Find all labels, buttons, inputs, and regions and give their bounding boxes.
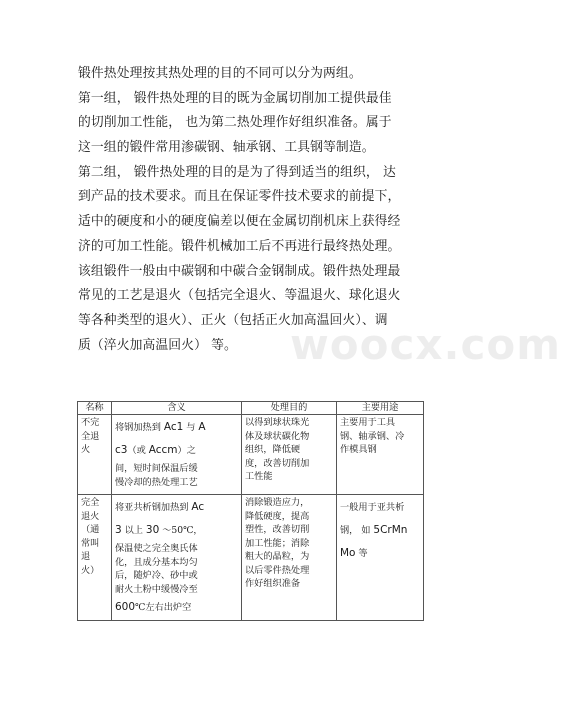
header-meaning: 含义: [112, 402, 242, 415]
paragraph-line: 这一组的锻件常用渗碳钢、轴承钢、工具钢等制造。: [78, 140, 375, 156]
table-row: [78, 495, 424, 621]
paragraph-line: 该组锻件一般由中碳钢和中碳合金钢制成。锻件热处理最: [78, 263, 401, 279]
header-name: 名称: [78, 402, 112, 415]
paragraph-line: 到产品的技术要求。而且在保证零件技术要求的前提下，: [78, 189, 401, 205]
paragraph-line: 第一组， 锻件热处理的目的既为金属切削加工提供最佳: [78, 90, 392, 106]
watermark: woocx.com: [290, 320, 561, 369]
paragraph-line: 等各种类型的退火）、正火（包括正火加高温回火）、调: [78, 312, 388, 328]
paragraph-line: 适中的硬度和小的硬度偏差以便在金属切削机床上获得经: [78, 214, 401, 230]
paragraph-line: 第二组， 锻件热处理的目的是为了得到适当的组织， 达: [78, 164, 396, 180]
paragraph-line: 的切削加工性能， 也为第二热处理作好组织准备。属于: [78, 115, 392, 131]
header-purpose: 处理目的: [242, 402, 337, 415]
table-row: [78, 415, 424, 495]
cell-name: 完全 退火 （通 常叫 退 火）: [78, 495, 112, 621]
body-text: [78, 62, 428, 358]
cell-usage: 一般用于亚共析 钢， 如 5CrMn Mo 等: [337, 495, 424, 621]
paragraph-line: 常见的工艺是退火（包括完全退火、等温退火、球化退火: [78, 288, 401, 304]
header-usage: 主要用途: [337, 402, 424, 415]
paragraph-line: 济的可加工性能。锻件机械加工后不再进行最终热处理。: [78, 238, 401, 254]
table-header-row: [78, 402, 424, 415]
cell-purpose: 以得到球状珠光 体及球状碳化物 组织，降低硬 度，改善切削加 工性能: [242, 415, 337, 495]
cell-usage: 主要用于工具 钢、轴承钢、冷 作模具钢: [337, 415, 424, 495]
cell-purpose: 消除锻造应力， 降低硬度，提高 塑性，改善切削 加工性能；消除 粗大的晶粒，为 以后零件热处理 作好组织准备: [242, 495, 337, 621]
cell-meaning: 将亚共析钢加热到 Ac 3 以上 30 ～50℃， 保温使之完全奥氏体 化，且成分基本均匀 后，随炉冷、砂中或 耐火土粉中缓慢冷至 600℃左右出炉空: [112, 495, 242, 621]
paragraph-line: 质（淬火加高温回火） 等。: [78, 337, 237, 353]
paragraph-line: 锻件热处理按其热处理的目的不同可以分为两组。: [78, 66, 362, 81]
cell-meaning: 将钢加热到 Ac1 与 A c3（或 Accm）之 间，短时间保温后缓 慢冷却的热处理工艺: [112, 415, 242, 495]
annealing-table: [77, 401, 424, 621]
cell-name: 不完 全退 火: [78, 415, 112, 495]
